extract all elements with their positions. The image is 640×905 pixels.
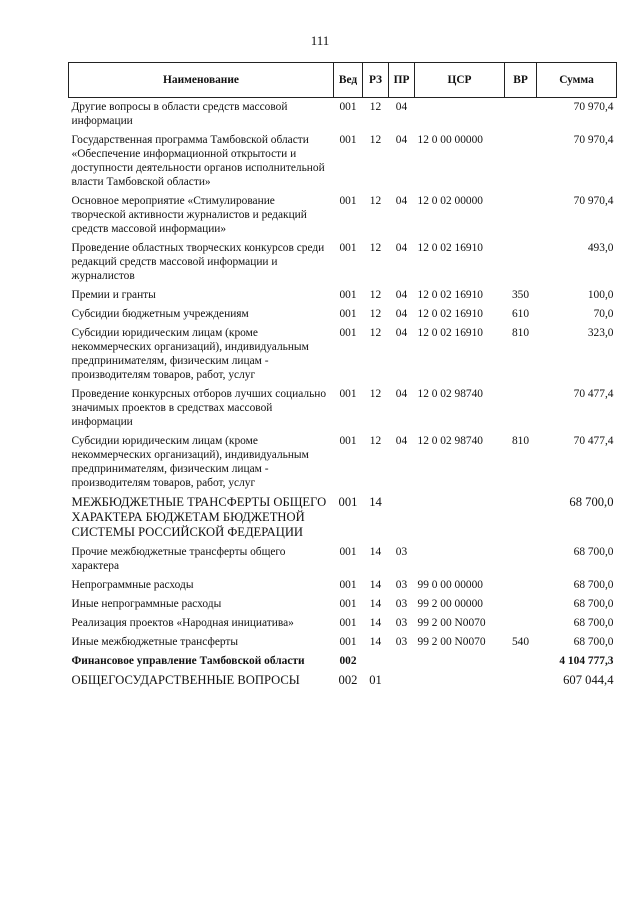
- cell-ved: 002: [339, 655, 357, 667]
- cell-pr: [389, 652, 415, 671]
- table-row: [69, 131, 617, 192]
- cell-sum: 70 970,4: [573, 101, 614, 113]
- column-header-csr: ЦСР: [415, 63, 505, 98]
- cell-ved: 001: [339, 308, 357, 320]
- cell-ved: 001: [339, 134, 357, 146]
- table-row: [69, 671, 617, 691]
- cell-sum: 70 970,4: [573, 195, 614, 207]
- cell-pr: 03: [395, 598, 408, 610]
- cell-csr: [415, 671, 505, 691]
- cell-sum: 70 477,4: [573, 388, 614, 400]
- cell-vr: [505, 239, 537, 286]
- cell-ved: 001: [339, 546, 357, 558]
- cell-vr: [505, 543, 537, 576]
- column-header-rz: РЗ: [363, 63, 389, 98]
- cell-vr: [505, 493, 537, 543]
- cell-csr: [415, 493, 505, 543]
- cell-vr: [505, 131, 537, 192]
- cell-pr: 04: [395, 388, 408, 400]
- table-row: [69, 286, 617, 305]
- cell-pr: 03: [395, 579, 408, 591]
- table-row: [69, 543, 617, 576]
- cell-pr: 03: [395, 546, 408, 558]
- cell-rz: 12: [369, 101, 382, 113]
- cell-vr: [505, 652, 537, 671]
- cell-rz: 14: [369, 636, 382, 648]
- cell-name: Реализация проектов «Народная инициатива»: [71, 617, 294, 629]
- cell-name: Субсидии бюджетным учреждениям: [71, 308, 249, 320]
- cell-csr: 12 0 02 16910: [417, 242, 483, 254]
- cell-sum: 493,0: [587, 242, 614, 254]
- cell-name: Основное мероприятие «Стимулирование творческой активности журналистов и редакций средств массовой информации»: [71, 195, 307, 235]
- cell-vr: [505, 192, 537, 239]
- budget-table: [68, 62, 617, 691]
- cell-ved: 001: [339, 327, 357, 339]
- cell-vr: [505, 595, 537, 614]
- column-header-name: Наименование: [69, 63, 334, 98]
- column-header-pr: ПР: [389, 63, 415, 98]
- cell-csr: [415, 543, 505, 576]
- cell-pr: 04: [395, 308, 408, 320]
- cell-rz: 14: [369, 598, 382, 610]
- table-row: [69, 614, 617, 633]
- cell-csr: 12 0 02 00000: [417, 195, 483, 207]
- table-header: [69, 63, 617, 98]
- cell-vr: [505, 98, 537, 132]
- cell-name: Непрограммные расходы: [71, 579, 194, 591]
- cell-ved: 002: [338, 673, 358, 687]
- cell-name: ОБЩЕГОСУДАРСТВЕННЫЕ ВОПРОСЫ: [71, 673, 300, 687]
- cell-csr: 12 0 02 98740: [417, 435, 483, 447]
- cell-name: Государственная программа Тамбовской области «Обеспечение информационной открытости и доступности деятельности органов исполнительной власти Тамбовской области»: [71, 134, 325, 188]
- cell-ved: 001: [339, 435, 357, 447]
- cell-csr: 12 0 02 16910: [417, 308, 483, 320]
- cell-rz: 12: [369, 134, 382, 146]
- cell-name: Проведение областных творческих конкурсов среди редакций средств массовой информации и журналистов: [71, 242, 325, 282]
- cell-name: Иные непрограммные расходы: [71, 598, 222, 610]
- column-header-vr: ВР: [505, 63, 537, 98]
- cell-name: Субсидии юридическим лицам (кроме некоммерческих организаций), индивидуальным предпринимателям, физическим лицам - производителям товаров, работ, услуг: [71, 327, 309, 381]
- cell-ved: 001: [338, 495, 358, 509]
- page-number: 111: [310, 33, 330, 48]
- cell-sum: 68 700,0: [569, 495, 614, 509]
- table-row: [69, 324, 617, 385]
- cell-sum: 68 700,0: [573, 636, 614, 648]
- cell-ved: 001: [339, 242, 357, 254]
- table-row: [69, 595, 617, 614]
- cell-sum: 68 700,0: [573, 617, 614, 629]
- cell-vr: [505, 576, 537, 595]
- cell-pr: 04: [395, 242, 408, 254]
- cell-vr: 810: [511, 435, 530, 447]
- cell-ved: 001: [339, 617, 357, 629]
- table-row: [69, 98, 617, 132]
- cell-ved: 001: [339, 388, 357, 400]
- cell-rz: [363, 652, 389, 671]
- column-header-ved: Вед: [334, 63, 363, 98]
- cell-pr: 04: [395, 289, 408, 301]
- table-row: [69, 633, 617, 652]
- cell-vr: [505, 614, 537, 633]
- cell-csr: [415, 98, 505, 132]
- cell-sum: 607 044,4: [563, 673, 614, 687]
- table-row: [69, 192, 617, 239]
- cell-pr: 04: [395, 134, 408, 146]
- cell-rz: 14: [369, 546, 382, 558]
- cell-csr: [415, 652, 505, 671]
- cell-vr: 810: [511, 327, 530, 339]
- cell-sum: 68 700,0: [573, 579, 614, 591]
- cell-rz: 14: [369, 579, 382, 591]
- cell-sum: 70 970,4: [573, 134, 614, 146]
- cell-vr: 350: [511, 289, 530, 301]
- cell-rz: 12: [369, 289, 382, 301]
- cell-ved: 001: [339, 101, 357, 113]
- cell-pr: 04: [395, 327, 408, 339]
- cell-pr: 04: [395, 195, 408, 207]
- cell-ved: 001: [339, 579, 357, 591]
- table-row: [69, 493, 617, 543]
- cell-ved: 001: [339, 289, 357, 301]
- cell-rz: 12: [369, 388, 382, 400]
- cell-ved: 001: [339, 636, 357, 648]
- cell-rz: 12: [369, 435, 382, 447]
- cell-name: Иные межбюджетные трансферты: [71, 636, 239, 648]
- cell-csr: 99 2 00 N0070: [417, 617, 486, 629]
- cell-rz: 14: [369, 617, 382, 629]
- cell-csr: 99 2 00 N0070: [417, 636, 486, 648]
- cell-csr: 99 0 00 00000: [417, 579, 483, 591]
- cell-rz: 12: [369, 327, 382, 339]
- cell-sum: 100,0: [587, 289, 614, 301]
- cell-csr: 12 0 00 00000: [417, 134, 483, 146]
- table-row: [69, 305, 617, 324]
- cell-sum: 68 700,0: [573, 546, 614, 558]
- table-body: [69, 98, 617, 692]
- table-row: [69, 576, 617, 595]
- cell-vr: [505, 385, 537, 432]
- cell-ved: 001: [339, 195, 357, 207]
- cell-sum: 70,0: [593, 308, 614, 320]
- cell-csr: 99 2 00 00000: [417, 598, 483, 610]
- cell-pr: 04: [395, 101, 408, 113]
- table-row: [69, 432, 617, 493]
- cell-pr: 03: [395, 617, 408, 629]
- column-header-sum: Сумма: [537, 63, 617, 98]
- cell-pr: 03: [395, 636, 408, 648]
- cell-ved: 001: [339, 598, 357, 610]
- cell-vr: 540: [511, 636, 530, 648]
- cell-csr: 12 0 02 16910: [417, 289, 483, 301]
- table-row: [69, 385, 617, 432]
- table-row: [69, 239, 617, 286]
- cell-sum: 70 477,4: [573, 435, 614, 447]
- table-row: [69, 652, 617, 671]
- cell-name: Прочие межбюджетные трансферты общего характера: [71, 546, 286, 572]
- cell-rz: 12: [369, 242, 382, 254]
- cell-name: МЕЖБЮДЖЕТНЫЕ ТРАНСФЕРТЫ ОБЩЕГО ХАРАКТЕРА БЮДЖЕТАМ БЮДЖЕТНОЙ СИСТЕМЫ РОССИЙСКОЙ ФЕДЕРАЦИИ: [71, 495, 327, 539]
- cell-name: Субсидии юридическим лицам (кроме некоммерческих организаций), индивидуальным предпринимателям, физическим лицам - производителям товаров, работ, услуг: [71, 435, 309, 489]
- cell-name: Премии и гранты: [71, 289, 156, 301]
- cell-rz: 12: [369, 195, 382, 207]
- cell-csr: 12 0 02 98740: [417, 388, 483, 400]
- cell-pr: 04: [395, 435, 408, 447]
- cell-vr: 610: [511, 308, 530, 320]
- cell-rz: 12: [369, 308, 382, 320]
- cell-pr: [389, 671, 415, 691]
- cell-name: Проведение конкурсных отборов лучших социально значимых проектов в средствах массовой информации: [71, 388, 327, 428]
- cell-sum: 4 104 777,3: [559, 655, 614, 667]
- cell-rz: 14: [369, 495, 382, 509]
- cell-name: Другие вопросы в области средств массовой информации: [71, 101, 288, 127]
- cell-rz: 01: [369, 673, 382, 687]
- cell-csr: 12 0 02 16910: [417, 327, 483, 339]
- cell-sum: 323,0: [587, 327, 614, 339]
- cell-pr: [389, 493, 415, 543]
- cell-vr: [505, 671, 537, 691]
- cell-sum: 68 700,0: [573, 598, 614, 610]
- cell-name: Финансовое управление Тамбовской области: [71, 655, 305, 667]
